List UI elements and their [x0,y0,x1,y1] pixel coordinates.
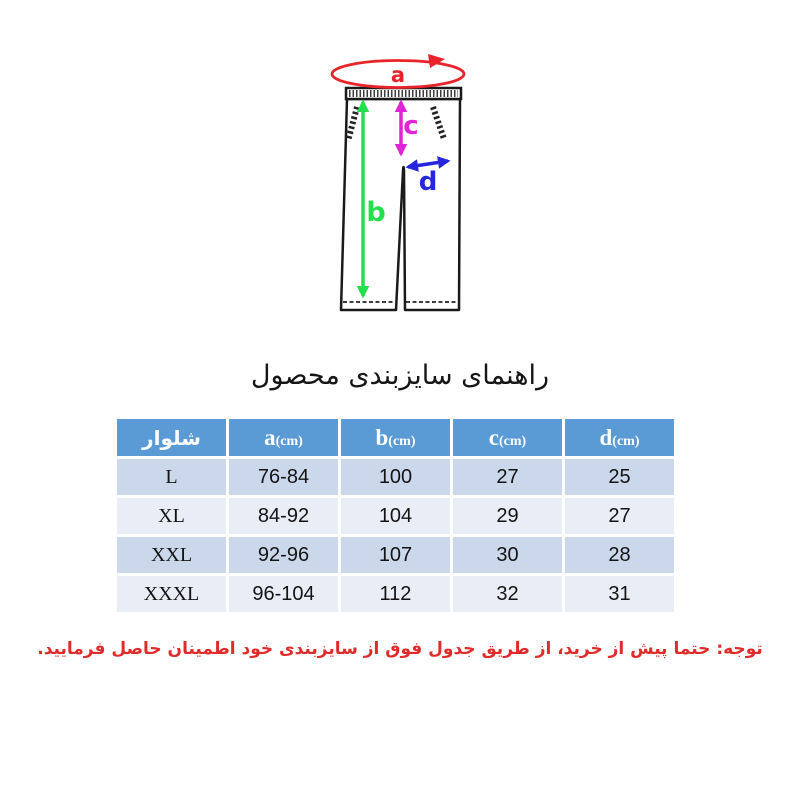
table-header-row [117,419,674,456]
d-value: 31 [565,576,674,612]
header-b-letter: b [375,424,389,450]
header-c [453,419,562,456]
pants-measurement-diagram [318,53,482,321]
table-row-l [117,459,674,495]
d-value: 25 [565,459,674,495]
b-value: 112 [341,576,450,612]
header-b-unit: (cm) [388,433,416,449]
a-value: 96-104 [229,576,338,612]
header-a [229,419,338,456]
a-value: 92-96 [229,537,338,573]
waist-ellipse-arrowhead [428,54,445,68]
header-b [341,419,450,456]
measure-b-label: b [366,197,386,228]
purchase-warning-note: توجه: حتما پیش از خرید، از طریق جدول فوق از سایزبندی خود اطمینان حاصل فرمایید. [37,639,763,659]
header-c-unit: (cm) [499,433,527,449]
c-value: 30 [453,537,562,573]
header-size-column: شلوار [117,419,226,456]
header-a-unit: (cm) [275,433,303,449]
b-value: 100 [341,459,450,495]
header-a-letter: a [264,424,276,450]
b-value: 107 [341,537,450,573]
d-value: 27 [565,498,674,534]
page-title: راهنمای سایزبندی محصول [250,360,550,391]
header-c-letter: c [488,424,499,450]
size-table [114,416,677,615]
a-value: 76-84 [229,459,338,495]
table-row-xxxl [117,576,674,612]
size-value: XXXL [117,576,226,612]
header-d [565,419,674,456]
c-value: 27 [453,459,562,495]
measure-d-label: d [418,167,438,197]
size-value: XL [117,498,226,534]
header-d-letter: d [599,424,613,450]
table-row-xxl [117,537,674,573]
measure-c-label: c [403,111,419,141]
d-value: 28 [565,537,674,573]
header-d-unit: (cm) [612,433,640,449]
measure-a-label: a [390,63,406,87]
c-value: 32 [453,576,562,612]
size-value: L [117,459,226,495]
size-value: XXL [117,537,226,573]
table-row-xl [117,498,674,534]
a-value: 84-92 [229,498,338,534]
b-value: 104 [341,498,450,534]
c-value: 29 [453,498,562,534]
